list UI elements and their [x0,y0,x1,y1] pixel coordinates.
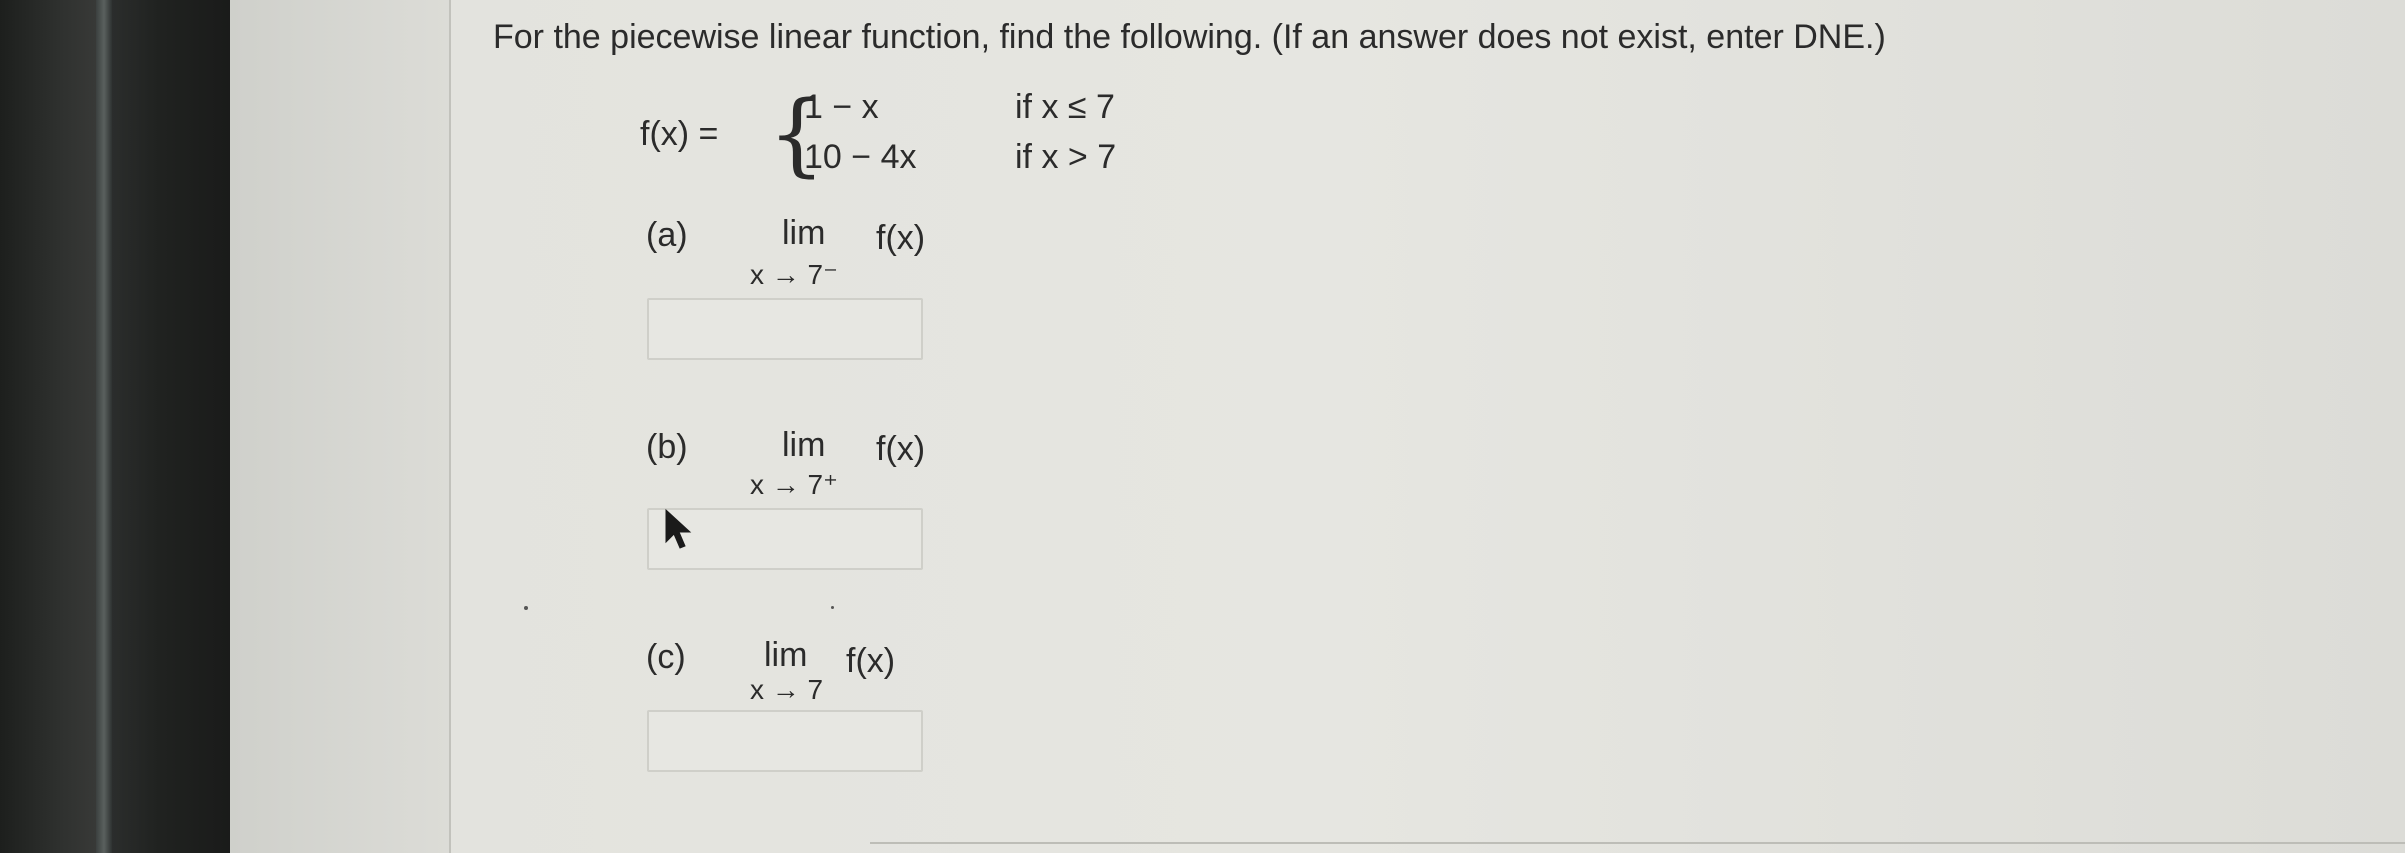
case-2-condition: if x > 7 [1015,138,1117,176]
question-bottom-border [870,842,2405,844]
piecewise-brace: { [768,82,826,187]
part-c-answer-input[interactable] [647,710,923,772]
part-b-lim-subscript: x → 7⁺ [750,469,838,500]
monitor-bezel-edge [96,0,112,853]
part-c-lim: lim [764,636,808,674]
part-a-answer-input[interactable] [647,298,923,360]
case-1-expression: 1 − x [804,88,879,126]
function-label: f(x) = [640,115,719,153]
part-c-lim-subscript: x → 7 [750,674,824,705]
screen-speck [524,606,528,610]
part-a-label: (a) [646,216,688,254]
question-prompt: For the piecewise linear function, find the following. (If an answer does not exist, enter DNE.) [493,18,1886,56]
monitor-bezel-frame [112,0,230,853]
screen-speck [831,606,834,609]
part-b-label: (b) [646,428,688,466]
left-margin-panel [230,0,450,853]
part-a-lim-subscript: x → 7⁻ [750,259,838,290]
case-2-expression: 10 − 4x [804,138,917,176]
part-b-lim: lim [782,426,826,464]
part-a-function: f(x) [876,219,926,257]
part-c-function: f(x) [846,642,896,680]
mouse-pointer-icon [664,508,694,552]
part-a-lim: lim [782,214,826,252]
case-1-condition: if x ≤ 7 [1015,88,1115,126]
part-c-label: (c) [646,638,686,676]
part-b-function: f(x) [876,430,926,468]
